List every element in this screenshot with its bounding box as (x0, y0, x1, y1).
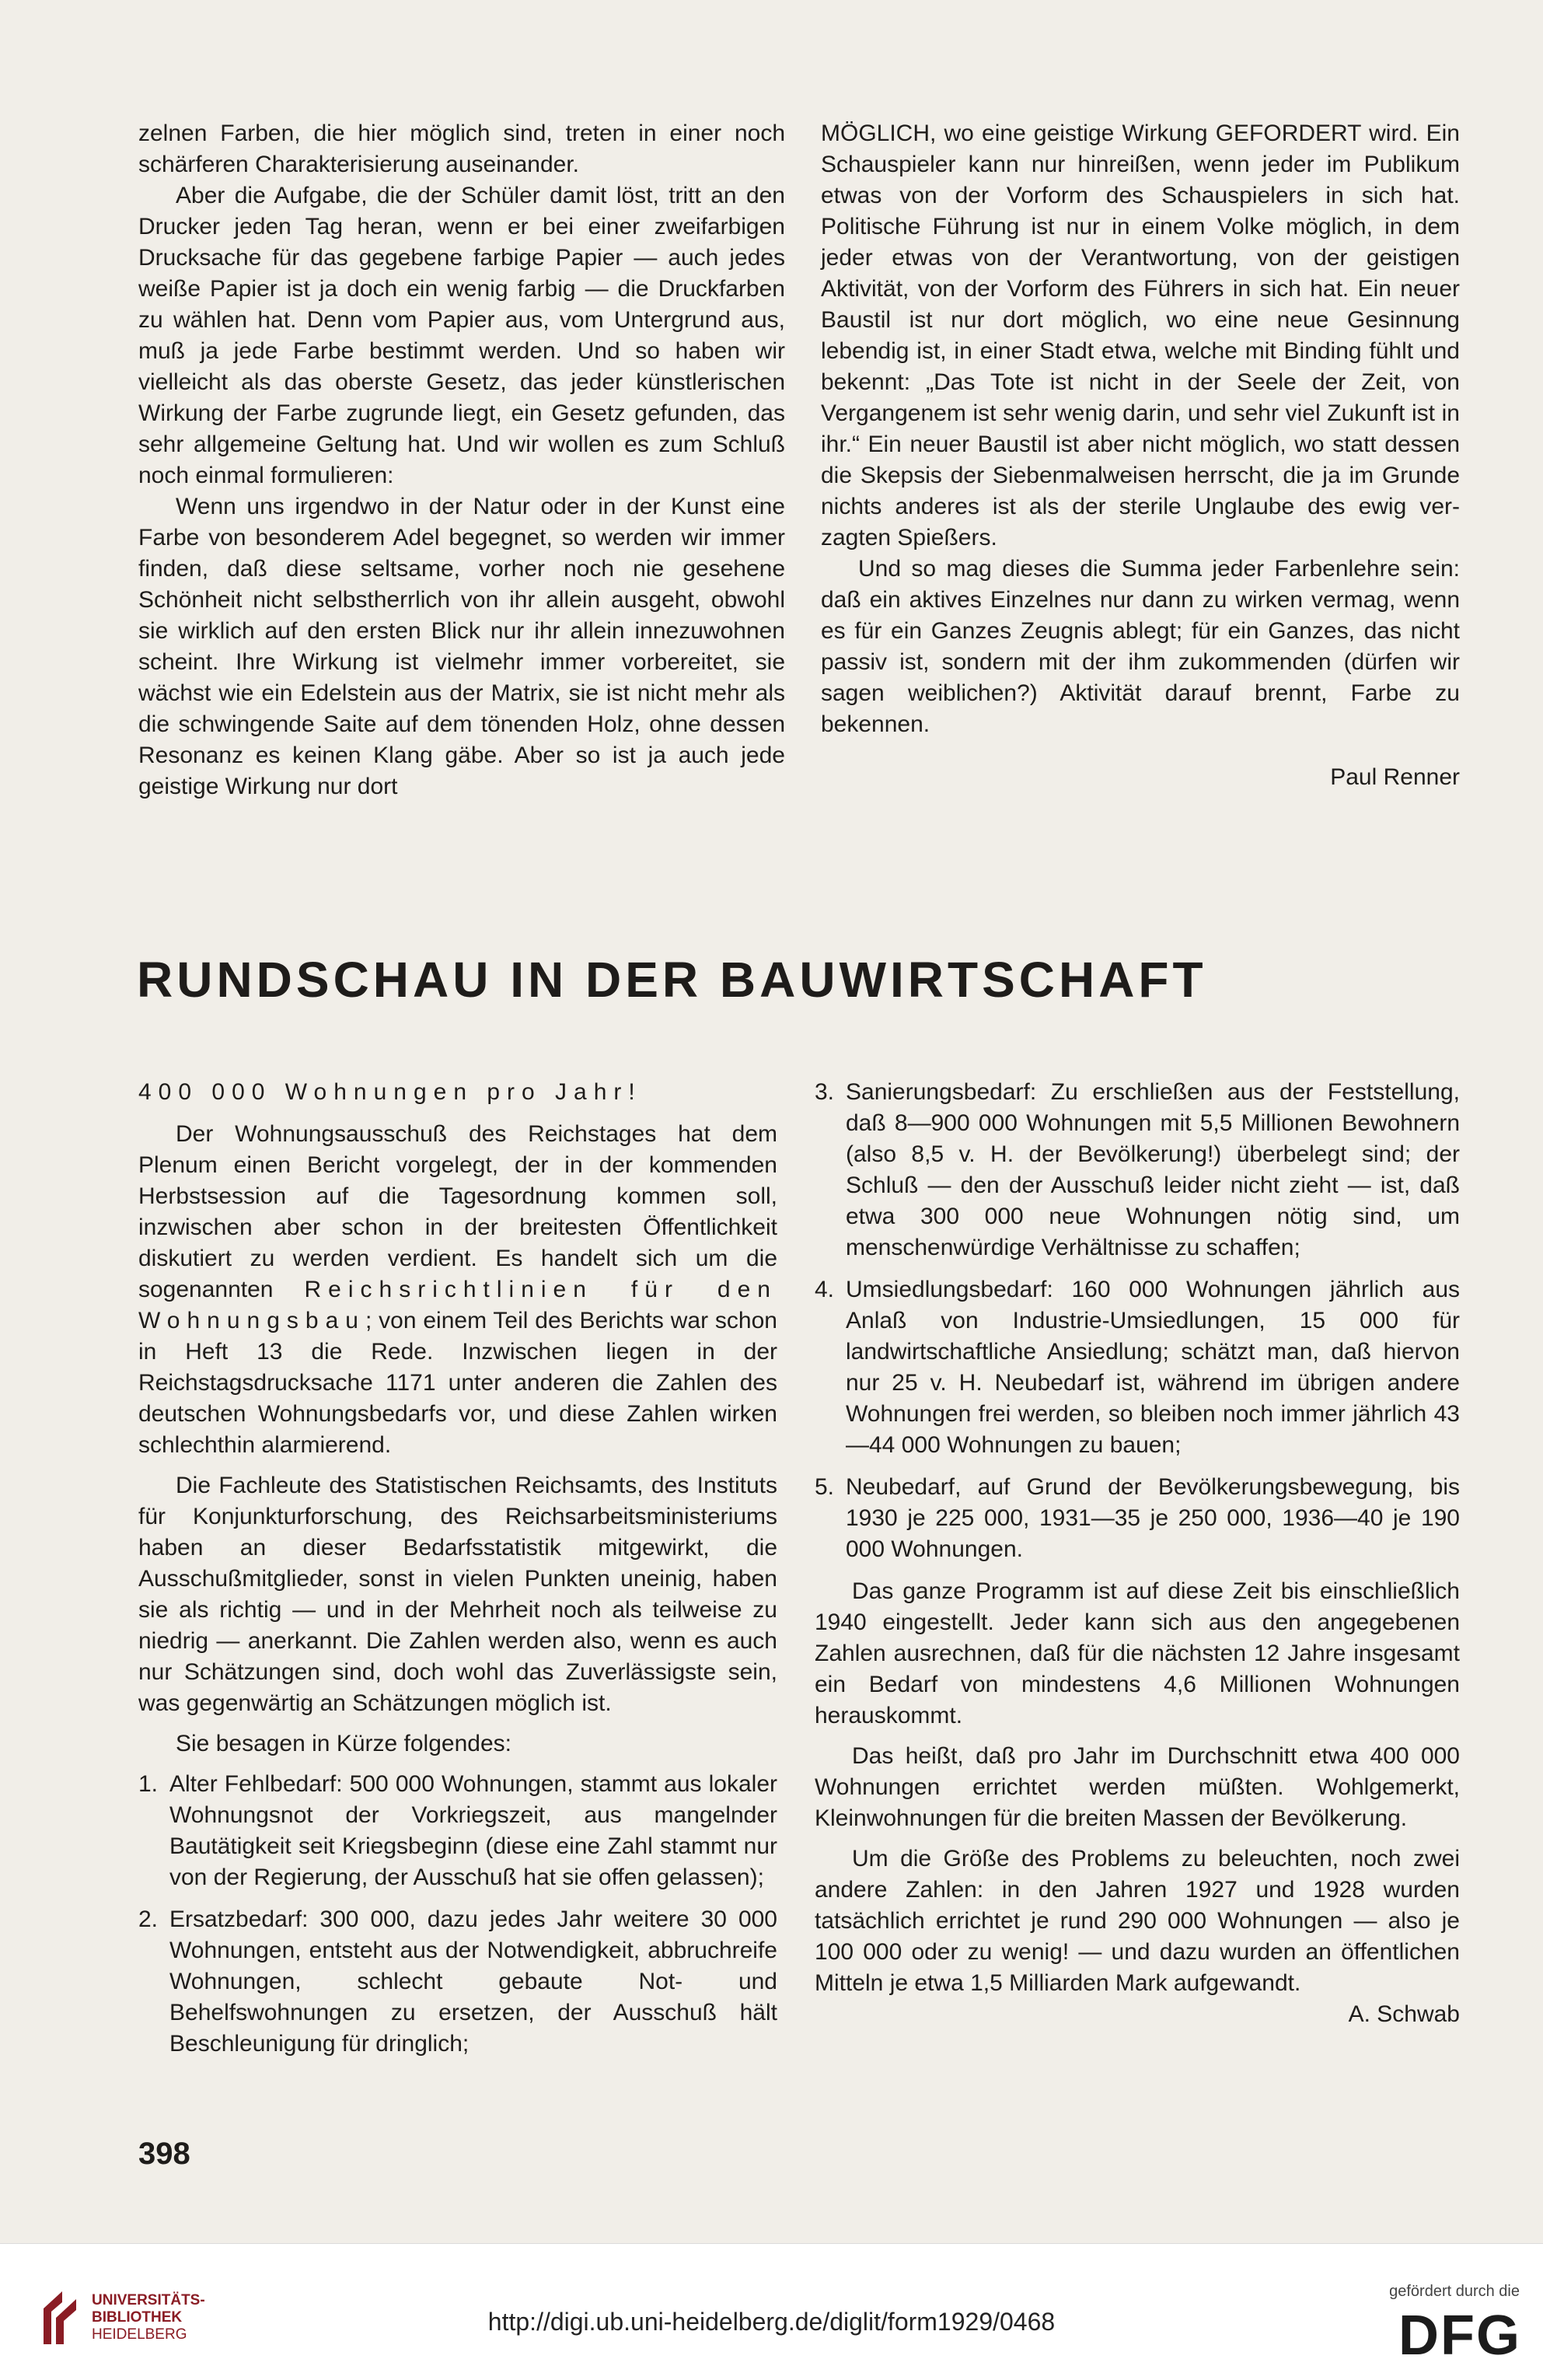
paragraph: Der Wohnungsausschuß des Reichstages hat dem Plenum einen Bericht vorgelegt, der in der kommenden Herbstsession auf die Tagesordnung kommen soll, inzwischen aber schon in der breitesten Öffentlichkeit diskutiert zu werden verdient. Es handelt sich um die sogenannten Reichsrichtlinien für den Wohnungsbau; von einem Teil des Berichts war schon in Heft 13 die Rede. Inzwischen liegen in der Reichstagsdrucksache 1171 unter anderen die Zahlen des deutschen Wohnungsbedarfs vor, und diese Zahlen wirken schlechthin alarmierend. (138, 1121, 777, 1458)
paragraph: Das ganze Programm ist auf diese Zeit bis einschließlich 1940 eingestellt. Jeder kann sich aus den angegebenen Zahlen ausrechnen, daß für die nächsten 12 Jahre insgesamt ein Bedarf von mindestens 4,6 Millionen Wohnungen herauskommt. (815, 1578, 1460, 1728)
funding-text: gefördert durch die (1389, 2283, 1520, 2300)
list-item: 3. Sanierungsbedarf: Zu erschließen aus der Feststellung, daß 8—900 000 Wohnungen mit 5,5 Millionen Bewohnern (also 8,5 v. H. der Bevölkerung!) überbelegt sind; der Schluß — den der Ausschuß leider nicht zieht — ist, daß etwa 300 000 neue Wohnungen nötig sind, um menschenwürdige Verhältnisse zu schaffen; (815, 1079, 1460, 1260)
section-subtitle: 400 000 Wohnungen pro Jahr! (138, 1079, 642, 1105)
dfg-logo[interactable]: DFG (1398, 2305, 1521, 2367)
source-url-link[interactable]: http://digi.ub.uni-heidelberg.de/diglit/form1929/0468 (487, 2308, 1056, 2336)
paragraph: Um die Größe des Problems zu beleuchten, noch zwei andere Zahlen: in den Jahren 1927 und 1928 wurden tatsächlich errichtet je rund 290 000 Wohnungen — also je 100 000 oder zu wenig! — und dazu wurden an öffentlichen Mitteln je etwa 1,5 Milliarden Mark aufgewandt. (815, 1846, 1460, 1996)
list-item: 2. Ersatzbedarf: 300 000, dazu jedes Jahr weitere 30 000 Wohnungen, entsteht aus der Notwendigkeit, abbruchreife Wohnungen, schlecht gebaute Not- und Behelfswohnungen zu ersetzen, der Ausschuß hält Beschleunigung für dringlich; (138, 1906, 777, 2057)
paragraph: Wenn uns irgendwo in der Natur oder in der Kunst eine Farbe von besonderem Adel begegnet, so werden wir immer finden, daß diese seltsame, vorher noch nie gesehene Schönheit nicht selbstherrlich von ihr allein ausgeht, obwohl sie wirklich auf den ersten Blick nur ihr allein innezuwohnen scheint. Ihre Wirkung ist vielmehr immer vorbereitet, sie wächst wie ein Edelstein aus der Matrix, sie ist nicht mehr als die schwingende Saite auf dem tönenden Holz, ohne dessen Resonanz es keinen Klang gäbe. Aber so ist ja auch jede geistige Wirkung nur dort (138, 494, 785, 799)
spaced-emphasis: Reichsrichtlinien für den Wohnungsbau (138, 1277, 777, 1333)
footer-bar (0, 2243, 1543, 2380)
list-item: 4. Umsiedlungsbedarf: 160 000 Wohnungen jährlich aus Anlaß von Industrie-Umsiedlungen, 15 000 für landwirtschaftliche Ansiedlung; schätzt man, daß hiervon nur 25 v. H. Neubedarf ist, während im übrigen andere Wohnungen frei werden, so bleiben noch immer jährlich 43—44 000 Wohnungen zu bauen; (815, 1277, 1460, 1458)
paragraph: Und so mag dieses die Summa jeder Farbenlehre sein: daß ein aktives Einzelnes nur dann zu wirken vermag, wenn es für ein Ganzes Zeugnis ablegt; für ein Ganzes, das nicht passiv ist, sondern mit der ihm zukommenden (dürfen wir sagen weiblichen?) Aktivität darauf brennt, Farbe zu bekennen. (821, 556, 1460, 737)
paragraph: zelnen Farben, die hier möglich sind, treten in einer noch schärferen Charakterisierung auseinander. (138, 121, 785, 177)
bottom-left-column (138, 1077, 777, 2071)
top-right-column (821, 118, 1460, 793)
list-item: 5. Neubedarf, auf Grund der Bevölkerungsbewegung, bis 1930 je 225 000, 1931—35 je 250 000, 1936—40 je 190 000 Wohnungen. (815, 1474, 1460, 1562)
paragraph: Aber die Aufgabe, die der Schüler damit löst, tritt an den Drucker jeden Tag heran, wenn er bei einer zweifarbigen Drucksache für das gegebene farbige Papier — auch jedes weiße Papier ist ja doch ein wenig farbig — die Druckfarben zu wählen hat. Denn vom Papier aus, vom Untergrund aus, muß ja jede Farbe bestimmt werden. Und so haben wir vielleicht als das oberste Gesetz, das jeder künstlerischen Wirkung der Farbe zugrunde liegt, ein Gesetz gefunden, das sehr allgemeine Geltung hat. Und wir wollen es zum Schluß noch einmal formulieren: (138, 183, 785, 488)
page-number: 398 (138, 2137, 190, 2171)
numbered-list (815, 1077, 1460, 1565)
paragraph: Das heißt, daß pro Jahr im Durchschnitt etwa 400 000 Wohnungen errichtet werden müßten. Wohlgemerkt, Kleinwohnungen für die breiten Massen der Bevölkerung. (815, 1743, 1460, 1831)
section-heading: RUNDSCHAU IN DER BAUWIRTSCHAFT (137, 952, 1207, 1008)
author-signature: A. Schwab (1348, 2001, 1460, 2027)
paragraph: Die Fachleute des Statistischen Reichsamts, des Instituts für Konjunkturforschung, des Reichsarbeitsministeriums haben an dieser Bedarfsstatistik mitgewirkt, die Ausschußmitglieder, sonst in vielen Punkten uneinig, haben sie als richtig — und in der Mehrheit noch als teilweise zu niedrig — anerkannt. Die Zahlen werden also, wenn es auch nur Schätzungen sind, doch wohl das Zuverlässigste sein, was gegenwärtig an Schätzungen möglich ist. (138, 1473, 777, 1716)
paragraph: Sie besagen in Kürze folgendes: (176, 1731, 511, 1756)
paragraph: MÖGLICH, wo eine geistige Wirkung GEFORDERT wird. Ein Schauspieler kann nur hinreißen, wenn jeder im Publikum etwas von der Vorform des Schauspielers in sich hat. Politische Führung ist nur in einem Volke möglich, in dem jeder etwas von der Verantwortung, von der geistigen Aktivität, von der Vorform des Führers in sich hat. Ein neuer Baustil ist nur dort möglich, wo eine neue Gesinnung lebendig ist, in einer Stadt etwa, welche mit Binding fühlt und bekennt: „Das Tote ist nicht in der Seele der Zeit, von Vergangenem ist sehr wenig darin, und sehr viel Zukunft ist in ihr.“ Ein neuer Baustil ist aber nicht möglich, wo statt dessen die Skepsis der Siebenmalweisen herrscht, die ja im Grunde nichts anderes ist als der sterile Unglaube des ewig verzagten Spießers. (821, 121, 1460, 550)
numbered-list (138, 1769, 777, 2060)
library-name[interactable]: UNIVERSITÄTS- BIBLIOTHEK HEIDELBERG (92, 2292, 205, 2343)
top-left-column (138, 118, 785, 802)
bottom-right-column (815, 1077, 1460, 2030)
author-signature: Paul Renner (1330, 764, 1460, 790)
list-item: 1. Alter Fehlbedarf: 500 000 Wohnungen, stammt aus lokaler Wohnungsnot der Vorkriegszeit, aus mangelnder Bautätigkeit seit Kriegsbeginn (diese eine Zahl stammt nur von der Regierung, der Ausschuß hat sie offen gelassen); (138, 1771, 777, 1890)
